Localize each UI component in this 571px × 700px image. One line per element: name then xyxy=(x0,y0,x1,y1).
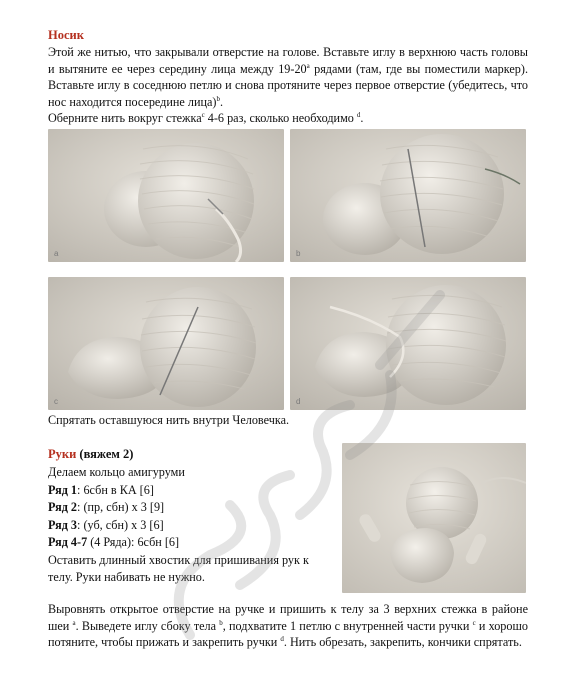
nose-paragraph-2 xyxy=(48,110,528,127)
arms-assembly-instructions xyxy=(48,601,528,651)
nose-text-2a: Оберните нить вокруг стежка xyxy=(48,111,202,125)
hide-thread-note: Спрятать оставшуюся нить внутри Человечка. xyxy=(48,413,290,427)
final-text-5: . Нить обрезать, закрепить, кончики спрятать. xyxy=(283,635,522,649)
final-text-4: и хорошо потяните, чтобы прижать и закрепить ручки xyxy=(48,618,528,649)
footnote-a: a xyxy=(306,61,310,70)
final-text-2: . Выведете иглу сбоку тела xyxy=(75,618,220,633)
footnote-d: d xyxy=(356,110,361,119)
arms-pattern xyxy=(48,464,338,587)
arms-intro: Делаем кольцо амигуруми xyxy=(48,465,185,479)
section-title-arms xyxy=(48,447,133,462)
arms-title-rest: (вяжем 2) xyxy=(76,447,134,461)
nose-text-2b: 4-6 раз, сколько необходимо xyxy=(204,111,357,125)
photo-a xyxy=(48,129,284,262)
footnote-b: b xyxy=(219,618,223,627)
arms-row-1 xyxy=(48,482,338,500)
nose-instructions xyxy=(48,44,528,127)
footnote-c: c xyxy=(472,618,476,627)
arms-row-4-7 xyxy=(48,534,338,552)
section-title-nose: Носик xyxy=(48,28,84,42)
footnote-a: a xyxy=(72,618,76,627)
row-text: (4 Ряда): 6сбн [6] xyxy=(87,535,180,549)
row-label: Ряд 2 xyxy=(48,500,78,514)
row-text: : 6сбн в КА [6] xyxy=(77,482,154,497)
footnote-b: b xyxy=(216,94,220,103)
nose-text-1c: . xyxy=(219,94,224,109)
nose-text-2c: . xyxy=(360,111,364,125)
photo-d xyxy=(290,277,526,410)
final-text-3: , подхватите 1 петлю с внутренней части ручки xyxy=(222,618,473,633)
footnote-d: d xyxy=(280,634,284,643)
photo-b xyxy=(290,129,526,262)
row-text: : (уб, сбн) х 3 [6] xyxy=(77,517,164,532)
arms-row-2 xyxy=(48,499,338,517)
arms-tail-line-1: Оставить длинный хвостик для пришивания рук к xyxy=(48,552,309,567)
arms-tail-line-2: телу. Руки набивать не нужно. xyxy=(48,570,205,584)
nose-text-1a: Этой же нитью, что закрывали отверстие на голове. Вставьте иглу в верхнюю часть головы и вытяните ее через середину лица между 19-20 xyxy=(48,45,528,76)
photo-label-d: d xyxy=(296,397,301,406)
footnote-c: c xyxy=(201,110,205,119)
nose-text-1b: рядами (там, где вы поместили маркер). Вставьте иглу в соседнюю петлю и снова протяните через первое отверстие (убедитесь, что нос находится посередине лица) xyxy=(48,61,528,109)
photo-arms xyxy=(342,443,526,593)
photo-label-b: b xyxy=(296,249,301,258)
photo-label-c: c xyxy=(54,397,58,406)
photo-c xyxy=(48,277,284,410)
arms-title-red: Руки xyxy=(48,447,77,461)
final-text-1: Выровнять открытое отверстие на ручке и пришить к телу за 3 верхних стежка в районе шеи xyxy=(48,602,528,633)
row-label: Ряд 1 xyxy=(48,482,78,497)
photo-label-a: a xyxy=(54,249,59,258)
row-label: Ряд 4-7 xyxy=(48,535,88,549)
row-label: Ряд 3 xyxy=(48,517,78,532)
final-paragraph xyxy=(48,601,528,651)
nose-paragraph-1 xyxy=(48,44,528,110)
row-text: : (пр, сбн) х 3 [9] xyxy=(77,500,165,514)
arms-row-3 xyxy=(48,517,338,535)
